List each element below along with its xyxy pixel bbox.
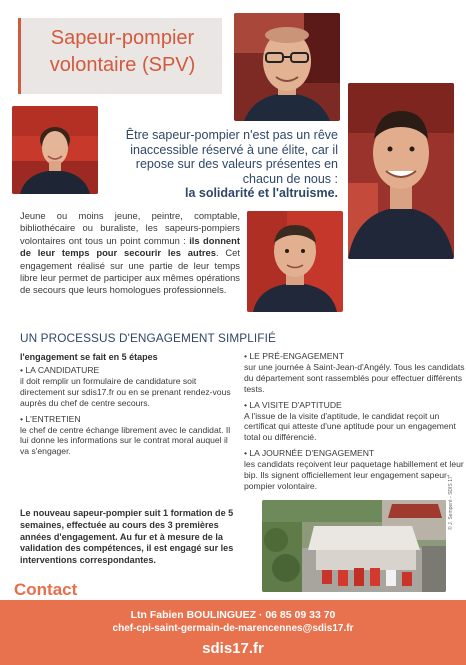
page-title-line-2: volontaire (SPV) [49,54,196,76]
quote-block [104,128,338,201]
portrait-image [12,106,98,194]
intro-text-1: Jeune ou moins jeune, peintre, comptable, bibliothécaire ou buraliste, les sapeurs-pompiers volontaires ont tous un point commun : [20,210,240,246]
page-title-line-1: Sapeur-pompier [50,27,195,49]
photo-firefighter-woman [12,106,98,194]
steps-column-right [244,351,466,497]
step-visite-aptitude [244,400,466,444]
intro-bold: ils donnent de leur temps pour secourir les autres [20,234,240,259]
title-box [18,18,222,94]
step-title: • LA JOURNÉE D'ENGAGEMENT [244,448,466,459]
photo-credit: © J. Semperé - SDIS 17 [448,476,454,530]
process-title: UN PROCESSUS D'ENGAGEMENT SIMPLIFIÉ [20,331,276,345]
step-title: • L'ENTRETIEN [20,414,238,425]
website-link[interactable]: sdis17.fr [202,640,264,657]
portrait-image [348,83,454,259]
step-title: • LA CANDIDATURE [20,365,238,376]
step-title: • LA VISITE D'APTITUDE [244,400,466,411]
portrait-image [234,13,340,121]
step-text: il doit remplir un formulaire de candidature soit directement sur sdis17.fr ou en se prenant rendez-vous auprès du chef de centre secours. [20,375,231,408]
step-title: • LE PRÉ-ENGAGEMENT [244,351,466,362]
contact-heading: Contact [14,580,78,599]
contact-footer [0,600,466,665]
training-paragraph: Le nouveau sapeur-pompier suit 1 formation de 5 semaines, effectuée au cours des 3 premières années d'engagement. Au fur et à mesure de la validation des compétences, il est engagé sur les interventions correspondantes. [20,508,234,566]
contact-email-link[interactable]: chef-cpi-saint-germain-de-marencennes@sdis17.fr [112,623,354,634]
intro-paragraph [20,210,240,297]
process-subtitle: l'engagement se fait en 5 étapes [20,352,158,362]
step-text: le chef de centre échange librement avec le candidat. Il lui donne les informations sur le contrat moral auquel il va s'engager. [20,424,231,457]
steps-column-left [20,365,238,462]
aerial-image [262,500,446,592]
contact-person: Ltn Fabien BOULINGUEZ · 06 85 09 33 70 [130,609,336,621]
step-text: les candidats reçoivent leur paquetage habillement et leur bip. Ils signent officiellement leur engagement sapeur-pompier volontaire. [244,459,464,491]
step-text: A l'issue de la visite d'aptitude, le candidat reçoit un certificat qui atteste d'une aptitude pour un engagement total ou différencié. [244,410,456,443]
quote-text: Être sapeur-pompier n'est pas un rêve inaccessible réservé à une élite, car il repose sur des valeurs présentes en chacun de nous : [125,128,338,186]
photo-fire-station-aerial [262,500,446,592]
step-candidature [20,365,238,409]
photo-firefighter-smiling [348,83,454,259]
photo-firefighter-portrait [247,211,343,312]
photo-firefighter-glasses [234,13,340,121]
quote-highlight: la solidarité et l'altruisme. [184,186,338,200]
step-entretien [20,414,238,458]
intro-text-2: . Cet engagement réalisé sur une partie de leur temps libre leur permet de participer aux mêmes opérations de secours que leurs homologues professionnels. [20,247,240,296]
step-journee-engagement [244,448,466,492]
portrait-image [247,211,343,312]
step-text: sur une journée à Saint-Jean-d'Angély. Tous les candidats du département sont rassemblés pour effectuer différents tests. [244,361,465,394]
step-pre-engagement [244,351,466,395]
